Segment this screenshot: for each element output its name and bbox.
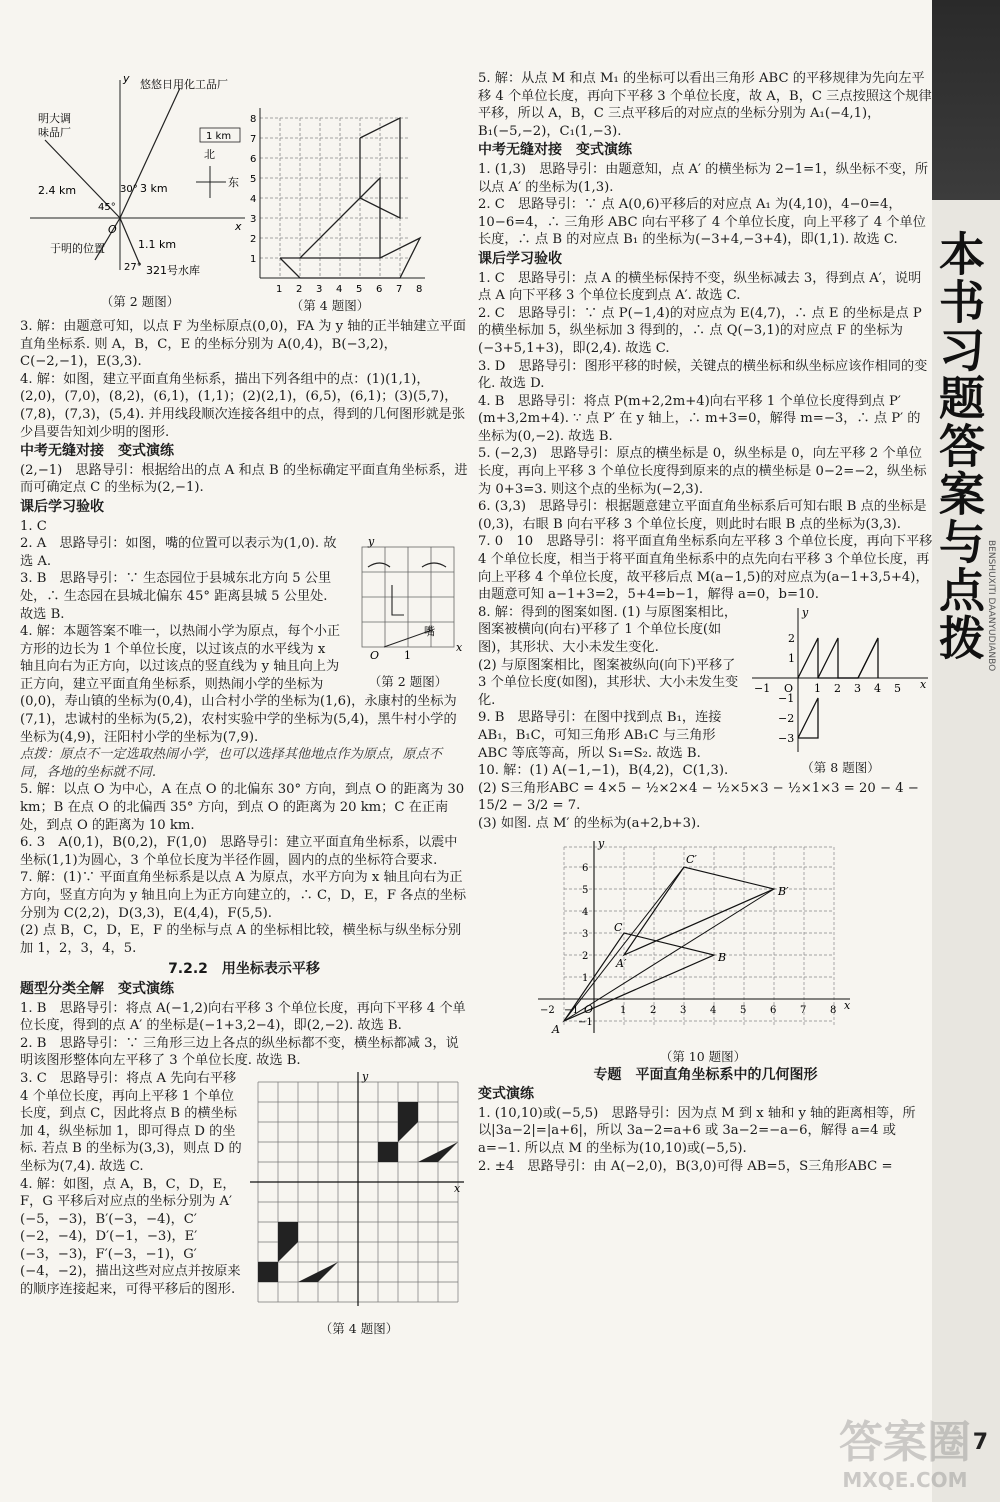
svg-text:6: 6 [376, 284, 383, 295]
answer-t8b: (2) 与原图案相比，图案被纵向(向下)平移了 3 个单位长度(如图)，其形状、大小未发生变化. [478, 657, 739, 708]
svg-text:2: 2 [296, 284, 303, 295]
figure-caption: （第 10 题图） [659, 1049, 747, 1065]
svg-text:1: 1 [582, 972, 589, 984]
svg-text:1 km: 1 km [206, 131, 232, 142]
svg-text:4: 4 [710, 1004, 717, 1016]
svg-text:嘴: 嘴 [424, 625, 435, 639]
watermark [810, 1418, 1000, 1498]
svg-text:2.4 km: 2.4 km [38, 184, 77, 197]
side-banner [932, 0, 1000, 1502]
svg-text:6: 6 [582, 862, 589, 874]
answer-t7: 7. 0 10 思路导引：将平面直角坐标系向左平移 3 个单位长度，再向下平移 4 个单位长度，相当于将平面直角坐标系中的点先向右平移 3 个单位长度，再向上平移 4 个单位长度，故平移后点 M(a−1,5)的对应点为(a−1+3,5+4)，由题意可知 a−1+3=2，5+4=b−1，解得 a=0，b=10. [478, 534, 933, 603]
svg-text:y: y [362, 1069, 369, 1083]
svg-text:321号水库: 321号水库 [146, 264, 200, 277]
svg-text:27°: 27° [124, 262, 142, 273]
left-column [20, 318, 468, 1336]
answer-s2: 2. C 思路导引：∵ 点 A(0,6)平移后的对应点 A₁ 为(4,10)，4−0=4，10−6=4，∴ 三角形 ABC 向右平移了 4 个单位长度，向上平移了 4 个单位长度，∴ 点 B 的对应点 B₁ 的坐标为(−3+4,−3+4)，即(1,1). 故选 C. [478, 197, 926, 248]
svg-text:6: 6 [250, 154, 257, 165]
svg-text:4: 4 [336, 284, 343, 295]
svg-text:1: 1 [788, 651, 795, 665]
answer-t3: 3. D 思路导引：图形平移的时候，关键点的横坐标和纵坐标应该作相同的变化. 故选 D. [478, 358, 928, 392]
page-number: 7 [972, 1430, 988, 1455]
topic-title: 专题 平面直角坐标系中的几何图形 [593, 1066, 818, 1083]
tip-note: 点拨：原点不一定选取热闹小学，也可以选择其他地点作为原点，原点不同，各地的坐标就不同. [20, 747, 442, 780]
section-heading: 题型分类全解 变式演练 [20, 980, 174, 997]
watermark-logo: 答案圈 [839, 1417, 971, 1468]
svg-text:5: 5 [740, 1004, 747, 1016]
svg-text:3: 3 [854, 681, 861, 695]
face-grid-diagram [348, 535, 468, 667]
section-heading: 课后学习验收 [20, 498, 104, 515]
svg-text:2: 2 [650, 1004, 657, 1016]
svg-text:7: 7 [800, 1004, 807, 1016]
figure-caption: （第 2 题图） [368, 673, 448, 689]
translation-grid-diagram [250, 1070, 468, 1314]
answer-b1: 1. C [20, 518, 47, 534]
section-heading: 中考无缝对接 变式演练 [20, 443, 174, 460]
svg-text:C′: C′ [686, 852, 697, 866]
svg-text:y: y [368, 535, 375, 549]
svg-text:x: x [844, 998, 851, 1012]
svg-text:4: 4 [874, 681, 881, 695]
answer-s1: 1. (1,3) 思路导引：由题意知，点 A′ 的横坐标为 2−1=1，纵坐标不变，所以点 A′ 的坐标为(1,3). [478, 161, 929, 195]
svg-text:−1: −1 [778, 691, 795, 705]
right-column [478, 70, 933, 1175]
section-heading: 变式演练 [478, 1086, 534, 1103]
answer-t10c: (3) 如图. 点 M′ 的坐标为(a+2,b+3). [478, 815, 701, 831]
svg-text:于明的位置: 于明的位置 [50, 242, 105, 255]
figure-caption: （第 2 题图） [100, 294, 180, 309]
answer-c3: 3. C 思路导引：将点 A 先向右平移 4 个单位长度，再向上平移 1 个单位长度，到点 C，因此将点 B 的横坐标加 4，纵坐标加 1，即可得点 D 的坐标. 若点 B 的坐标为(3,3)，则点 D 的坐标为(7,4). 故选 C. [20, 1070, 242, 1174]
answer-b7: 7. 解：(1)∵ 平面直角坐标系是以点 A 为原点，水平方向为 x 轴且向右为正方向，竖直方向为 y 轴且向上为正方向建立的，∴ C，D，E，F 各点的坐标分别为 C(2,2)，D(3,3)，E(4,4)，F(5,5). [20, 870, 467, 921]
svg-text:y: y [802, 605, 809, 619]
svg-text:2: 2 [582, 950, 589, 962]
svg-text:x: x [920, 677, 927, 691]
svg-text:C: C [614, 920, 623, 934]
svg-text:3: 3 [316, 284, 323, 295]
figure-caption: （第 8 题图） [801, 760, 880, 776]
svg-text:1: 1 [404, 649, 411, 663]
svg-text:5: 5 [250, 174, 257, 185]
svg-text:东: 东 [228, 176, 239, 189]
figure-q4-translation [250, 1069, 468, 1336]
svg-text:x: x [456, 641, 463, 655]
answer-q4: 4. 解：如图，建立平面直角坐标系，描出下列各组中的点：(1)(1,1)，(2,0)，(7,0)，(8,2)，(6,1)，(1,1)；(2)(2,1)，(6,5)，(6,1)；(3)(5,7)，(7,8)，(7,3)，(5,4). 并用线段顺次连接各组中的点，得到的几何图形就是张少昌要告知刘少明的图形. [20, 371, 466, 440]
svg-text:5: 5 [894, 681, 901, 695]
section-heading: 中考无缝对接 变式演练 [478, 142, 632, 159]
answer-t8: 8. 解：得到的图案如图. (1) 与原图案相比，图案被横向(向右)平移了 1 个单位长度(如图)，其形状、大小未发生变化. [478, 604, 738, 655]
answer-c1: 1. B 思路导引：将点 A(−1,2)向右平移 3 个单位长度，再向下平移 4 个单位长度，得到的点 A′ 的坐标是(−1+3,2−4)，即(2,−2). 故选 B. [20, 1000, 466, 1034]
svg-text:−3: −3 [778, 731, 795, 745]
svg-text:5: 5 [582, 884, 589, 896]
answer-t10b: (2) S三角形ABC = 4×5 − ½×2×4 − ½×5×3 − ½×1×3 = 20 − 4 − 15/2 − 3/2 = 7. [478, 780, 919, 814]
svg-text:B: B [718, 950, 727, 964]
answer-b7b: (2) 点 B，C，D，E，F 的坐标与点 A 的坐标相比较，横坐标与纵坐标分别加 1，2，3，4，5. [20, 923, 462, 956]
answer-q3: 3. 解：由题意可知，以点 F 为坐标原点(0,0)，FA 为 y 轴的正半轴建立平面直角坐标系. 则 A，B，C，E 的坐标分别为 A(0,4)，B(−3,2)，C(−2,−1)，E(3,3). [20, 319, 466, 370]
svg-text:−1: −1 [564, 1004, 579, 1016]
figure-q10 [538, 837, 868, 1063]
figure-q2-face [348, 535, 468, 689]
svg-text:−1: −1 [754, 681, 771, 695]
svg-text:1.1 km: 1.1 km [138, 238, 177, 251]
answer-a1: (2,−1) 思路导引：根据给出的点 A 和点 B 的坐标确定平面直角坐标系，进而可确定点 C 的坐标为(2,−1). [20, 462, 468, 496]
grid-diagram [190, 98, 440, 298]
svg-text:−2: −2 [778, 711, 795, 725]
answer-t9: 9. B 思路导引：在图中找到点 B₁，连接 AB₁，B₁C，可知三角形 AB₁C 与三角形 ABC 等底等高，所以 S₁=S₂. 故选 B. [478, 710, 722, 761]
answer-t5: 5. (−2,3) 思路导引：原点的横坐标是 0，纵坐标是 0，向左平移 2 个单位长度，再向上平移 3 个单位长度得到原来的点的横坐标是 0−2=−2，纵坐标为 0+3=3. 则这个点的坐标为(−2,3). [478, 446, 927, 497]
svg-text:O: O [370, 649, 380, 663]
answer-c4: 4. 解：如图，点 A，B，C，D，E，F，G 平移后对应点的坐标分别为 A′(−5，−3)，B′(−3，−4)，C′(−2，−4)，D′(−1，−3)，E′(−3，−3)，F′(−3，−1)，G′(−4，−2)，描出这些对应点并按原来的顺序连接起来，可得平移后的图形. [20, 1176, 241, 1298]
svg-text:1: 1 [276, 284, 283, 295]
svg-text:4: 4 [582, 906, 589, 918]
figure-q4-grid [190, 98, 440, 313]
answer-t2: 2. C 思路导引：∵ 点 P(−1,4)的对应点为 E(4,7)，∴ 点 E 的坐标是点 P 的横坐标加 5，纵坐标加 3 得到的，∴ 点 Q(−3,1)的对应点 F 的坐标为(−3+5,1+3)，即(2,4). 故选 C. [478, 305, 922, 356]
svg-text:3 km: 3 km [140, 182, 168, 195]
answer-c2: 2. B 思路导引：∵ 三角形三边上各点的纵坐标都不变，横坐标都减 3，说明该图形整体向左平移了 3 个单位长度. 故选 B. [20, 1035, 459, 1069]
svg-text:−2: −2 [540, 1004, 555, 1016]
svg-text:x: x [235, 220, 242, 233]
answer-t4: 4. B 思路导引：将点 P(m+2,2m+4)向右平移 1 个单位长度得到点 P′(m+3,2m+4). ∵ 点 P′ 在 y 轴上，∴ m+3=0，解得 m=−3，∴ 点 P′ 的坐标为(0,−2). 故选 B. [478, 393, 921, 444]
svg-text:4: 4 [250, 194, 257, 205]
svg-text:45°: 45° [98, 202, 116, 213]
svg-text:A′: A′ [616, 956, 627, 970]
figure-caption: （第 4 题图） [319, 1320, 399, 1336]
answer-b2: 2. A 思路导引：如图，嘴的位置可以表示为(1,0). 故选 A. [20, 536, 337, 569]
svg-text:明大调: 明大调 [38, 112, 71, 125]
factory-label: 悠悠日用化工品厂 [140, 78, 228, 91]
side-banner-title: 本书习题答案与点拨 [932, 230, 986, 662]
svg-text:7: 7 [396, 284, 403, 295]
answer-r5: 5. 解：从点 M 和点 M₁ 的坐标可以看出三角形 ABC 的平移规律为先向左平移 4 个单位长度，再向下平移 3 个单位长度，故 A，B，C 三点按照这个规律平移，所以 A，B，C 三点平移后的对应点的坐标分别为 A₁(−4,1)，B₁(−5,−2)，C₁(1,−3). [478, 71, 932, 139]
section-heading: 课后学习验收 [478, 250, 562, 267]
answer-u2: 2. ±4 思路导引：由 A(−2,0)，B(3,0)可得 AB=5，S三角形ABC = [478, 1158, 893, 1174]
svg-text:2: 2 [834, 681, 841, 695]
answer-b6: 6. 3 A(0,1)，B(0,2)，F(1,0) 思路导引：建立平面直角坐标系，以震中坐标(1,1)为圆心，3 个单位长度为半径作圆，圆内的点的坐标符合要求. [20, 835, 458, 868]
svg-text:A: A [552, 1022, 560, 1036]
side-banner-pinyin: BENSHUXITI DAANYUDIANBO [986, 540, 996, 672]
svg-text:6: 6 [770, 1004, 777, 1016]
svg-text:3: 3 [680, 1004, 687, 1016]
answer-b3: 3. B 思路导引：∵ 生态园位于县城东北方向 5 公里处，∴ 生态园在县城北偏东 45° 距离县城 5 公里处. 故选 B. [20, 571, 332, 622]
section-title: 7.2.2 用坐标表示平移 [168, 961, 320, 978]
svg-text:8: 8 [830, 1004, 837, 1016]
svg-text:30°: 30° [120, 184, 138, 195]
figure-caption: （第 4 题图） [290, 298, 370, 313]
watermark-url: MXQE.COM [842, 1468, 968, 1492]
answer-t6: 6. (3,3) 思路导引：根据题意建立平面直角坐标系后可知右眼 B 点的坐标是(0,3)，右眼 B 向右平移 3 个单位长度，则此时右眼 B 点的坐标为(3,3). [478, 499, 927, 532]
svg-text:O: O [784, 681, 794, 695]
svg-text:−1: −1 [578, 1016, 593, 1028]
answer-b5: 5. 解：以点 O 为中心，A 在点 O 的北偏东 30° 方向，到点 O 的距离为 30 km；B 在点 O 的北偏西 35° 方向，到点 O 的距离为 20 km；C 在正南处，到点 O 的距离为 10 km. [20, 782, 465, 833]
svg-text:y: y [598, 836, 605, 850]
svg-text:y: y [123, 72, 130, 85]
svg-text:x: x [454, 1181, 461, 1195]
triangle-translation-diagram [538, 837, 868, 1043]
svg-text:8: 8 [416, 284, 423, 295]
svg-text:5: 5 [356, 284, 363, 295]
svg-text:1: 1 [620, 1004, 627, 1016]
svg-text:O: O [108, 223, 117, 236]
svg-text:北: 北 [204, 148, 215, 161]
svg-text:味品厂: 味品厂 [38, 126, 71, 139]
svg-text:8: 8 [250, 114, 257, 125]
svg-text:3: 3 [582, 928, 589, 940]
answer-t10a: 10. 解：(1) A(−1,−1)，B(4,2)，C(1,3). [478, 763, 729, 779]
svg-text:B′: B′ [778, 884, 789, 898]
svg-text:O: O [584, 1002, 594, 1016]
answer-t1: 1. C 思路导引：点 A 的横坐标保持不变，纵坐标减去 3，得到点 A′，说明点 A 向下平移 3 个单位长度到点 A′. 故选 C. [478, 270, 922, 304]
sawtooth-diagram [748, 604, 933, 754]
answer-u1: 1. (10,10)或(−5,5) 思路导引：因为点 M 到 x 轴和 y 轴的距离相等，所以|3a−2|=|a+6|，所以 3a−2=a+6 或 3a−2=−a−6，解得 a=4 或 a=−1. 所以点 M 的坐标为(10,10)或(−5,5). [478, 1105, 916, 1156]
svg-text:2: 2 [250, 234, 257, 245]
svg-text:1: 1 [250, 254, 257, 265]
figure-q8 [748, 604, 933, 776]
svg-text:1: 1 [814, 681, 821, 695]
answer-b4: 4. 解：本题答案不唯一，以热闹小学为原点，每个小正方形的边长为 1 个单位长度，以过该点的水平线为 x 轴且向右为正方向，以过该点的竖直线为 y 轴且向上为正方向，建立平面直角坐标系，则热闹小学的坐标为(0,0)，寿山镇的坐标为(0,4)，山合村小学的坐标为(1,6)，永康村的坐标为(7,1)，忠诚村的坐标为(5,2)，农村实验中学的坐标为(5,4)，黑牛村小学的坐标为(4,9)，汪阳村小学的坐标为(7,9). [20, 624, 457, 745]
svg-text:7: 7 [250, 134, 257, 145]
svg-text:3: 3 [250, 214, 257, 225]
svg-text:2: 2 [788, 631, 795, 645]
